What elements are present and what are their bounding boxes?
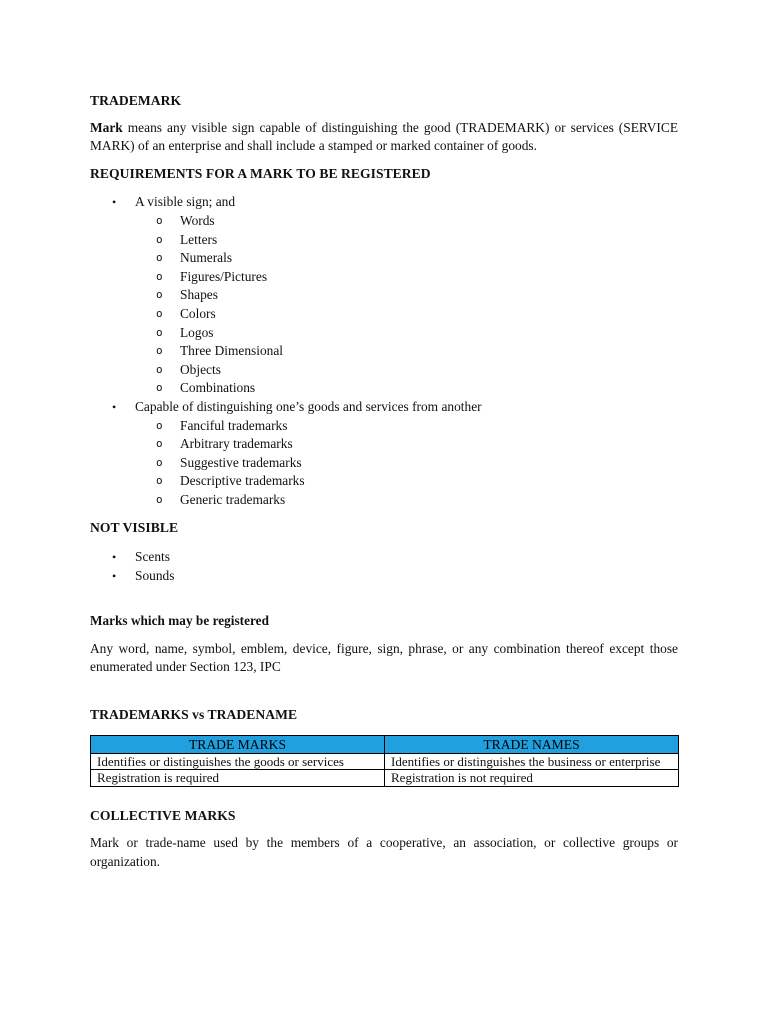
list-item <box>90 398 678 510</box>
distinguishing-sublist <box>135 417 678 510</box>
sublist-item <box>135 249 678 268</box>
registrable-heading: Marks which may be registered <box>90 613 269 629</box>
circle-bullet-icon: o <box>156 232 163 246</box>
sublist-item-label: Generic trademarks <box>180 491 286 507</box>
sublist-item <box>135 379 678 398</box>
sublist-item <box>135 324 678 343</box>
sublist-item <box>135 472 678 491</box>
requirement-label: A visible sign; and <box>135 194 236 210</box>
table-cell: Registration is required <box>91 770 385 787</box>
circle-bullet-icon: o <box>156 269 163 283</box>
circle-bullet-icon: o <box>156 306 163 320</box>
sublist-item <box>135 417 678 436</box>
table-row <box>91 753 679 770</box>
sublist-item <box>135 268 678 287</box>
requirements-list <box>90 193 678 509</box>
sublist-item-label: Colors <box>180 305 216 321</box>
sublist-item-label: Objects <box>180 361 221 377</box>
not-visible-heading: NOT VISIBLE <box>90 520 179 536</box>
table-header-row <box>91 735 679 753</box>
requirements-heading: REQUIREMENTS FOR A MARK TO BE REGISTERED <box>90 165 431 181</box>
sublist-item-label: Three Dimensional <box>180 343 283 359</box>
circle-bullet-icon: o <box>156 251 163 265</box>
trademark-heading: TRADEMARK <box>90 93 182 108</box>
sublist-item-label: Logos <box>180 324 214 340</box>
circle-bullet-icon: o <box>156 381 163 395</box>
circle-bullet-icon: o <box>156 418 163 432</box>
circle-bullet-icon: o <box>156 474 163 488</box>
bullet-icon: • <box>112 550 117 565</box>
sublist-item-label: Combinations <box>180 380 256 396</box>
collective-heading: COLLECTIVE MARKS <box>90 807 236 823</box>
sublist-item <box>135 342 678 361</box>
sublist-item-label: Descriptive trademarks <box>180 473 305 489</box>
comparison-heading: TRADEMARKS vs TRADENAME <box>90 707 298 723</box>
column-header-trade-marks: TRADE MARKS <box>91 735 385 753</box>
table-cell: Registration is not required <box>385 770 679 787</box>
sublist-item-label: Words <box>180 212 215 228</box>
sublist-item-label: Figures/Pictures <box>180 268 268 284</box>
requirement-label: Capable of distinguishing one’s goods and services from another <box>135 398 482 414</box>
document-page <box>90 92 678 871</box>
sublist-item <box>135 491 678 510</box>
circle-bullet-icon: o <box>156 325 163 339</box>
circle-bullet-icon: o <box>156 455 163 469</box>
circle-bullet-icon: o <box>156 362 163 376</box>
comparison-table <box>90 735 679 787</box>
sublist-item-label: Numerals <box>180 250 233 266</box>
not-visible-list <box>90 548 678 585</box>
sublist-item-label: Arbitrary trademarks <box>180 436 293 452</box>
bullet-icon: • <box>112 195 117 210</box>
mark-definition-text: means any visible sign capable of distinguishing the good (TRADEMARK) or services (SERVICE MARK) of an enterprise and shall include a stamped or marked container of goods. <box>90 119 678 154</box>
list-item <box>90 548 678 567</box>
circle-bullet-icon: o <box>156 492 163 506</box>
circle-bullet-icon: o <box>156 344 163 358</box>
sublist-item <box>135 361 678 380</box>
table-cell: Identifies or distinguishes the business or enterprise <box>385 753 679 770</box>
mark-term: Mark <box>90 119 123 135</box>
mark-definition <box>90 119 678 156</box>
bullet-icon: • <box>112 568 117 583</box>
list-item-label: Scents <box>135 549 170 565</box>
bullet-icon: • <box>112 399 117 414</box>
collective-text: Mark or trade-name used by the members of a cooperative, an association, or collective groups or organization. <box>90 835 678 869</box>
sublist-item-label: Fanciful trademarks <box>180 417 288 433</box>
sublist-item-label: Shapes <box>180 287 218 303</box>
circle-bullet-icon: o <box>156 213 163 227</box>
sublist-item <box>135 454 678 473</box>
list-item-label: Sounds <box>135 567 175 583</box>
table-cell: Identifies or distinguishes the goods or services <box>91 753 385 770</box>
registrable-text: Any word, name, symbol, emblem, device, figure, sign, phrase, or any combination thereof except those enumerated under Section 123, IPC <box>90 640 678 675</box>
sublist-item <box>135 286 678 305</box>
list-item <box>90 193 678 398</box>
sublist-item <box>135 435 678 454</box>
column-header-trade-names: TRADE NAMES <box>385 735 679 753</box>
sublist-item <box>135 305 678 324</box>
sublist-item <box>135 212 678 231</box>
circle-bullet-icon: o <box>156 437 163 451</box>
visible-sign-sublist <box>135 212 678 398</box>
sublist-item-label: Suggestive trademarks <box>180 454 302 470</box>
circle-bullet-icon: o <box>156 288 163 302</box>
sublist-item-label: Letters <box>180 231 218 247</box>
sublist-item <box>135 231 678 250</box>
table-row <box>91 770 679 787</box>
list-item <box>90 567 678 586</box>
